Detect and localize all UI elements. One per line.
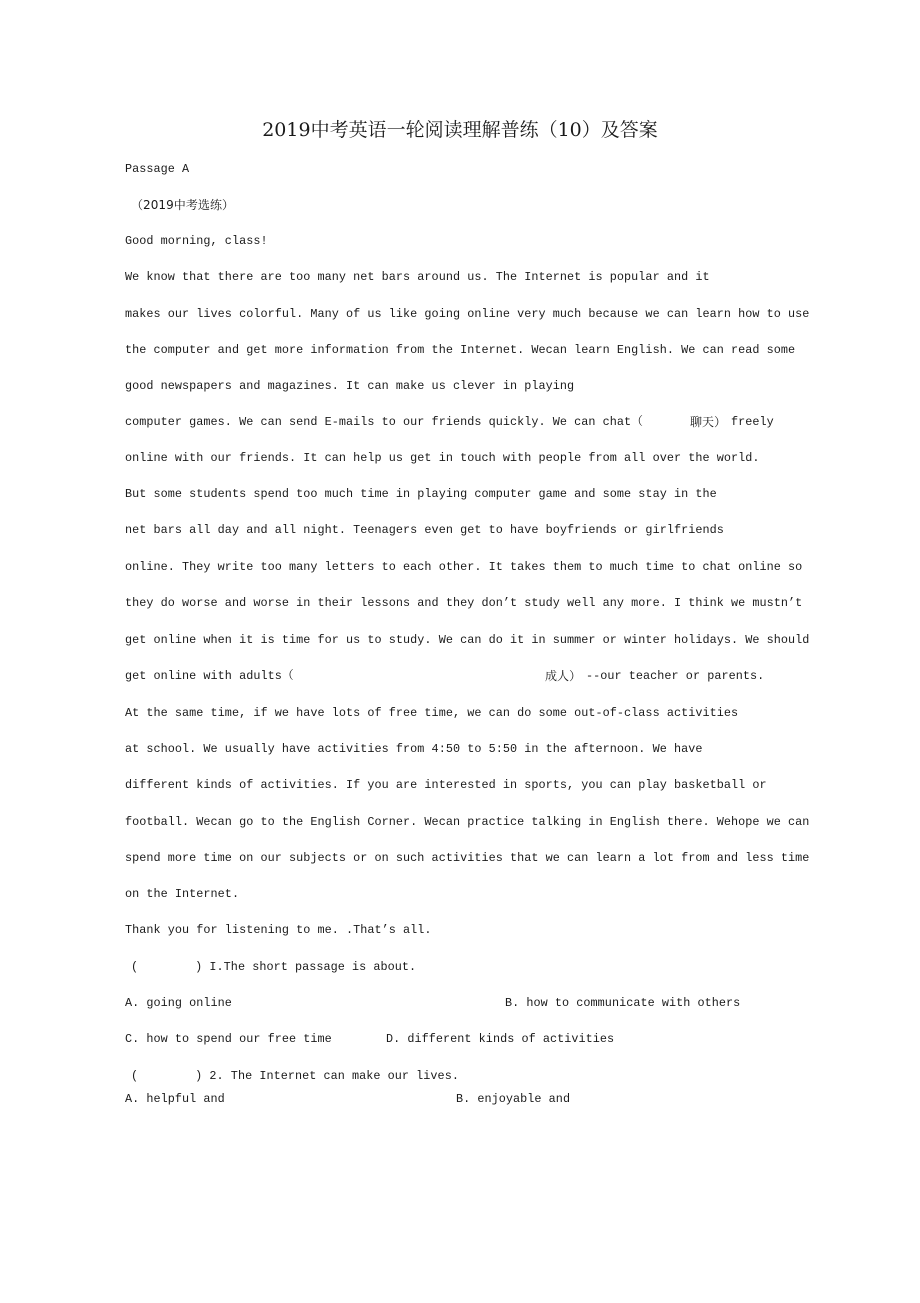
document-title: 2019中考英语一轮阅读理解普练（10）及答案 — [262, 119, 658, 141]
passage-line: Thank you for listening to me. .That’s all. — [125, 923, 432, 937]
passage-line: We know that there are too many net bars around us. The Internet is popular and it — [125, 270, 710, 284]
passage-line: get online when it is time for us to study. We can do it in summer or winter holidays. We should — [125, 633, 810, 647]
passage-line-end: freely — [731, 415, 774, 429]
gloss-adults: 成人） — [545, 669, 582, 683]
passage-line: on the Internet. — [125, 887, 240, 901]
passage-line: net bars all day and all night. Teenagers even get to have boyfriends or girlfriends — [125, 523, 724, 537]
passage-line: But some students spend too much time in playing computer game and some stay in the — [125, 487, 717, 501]
option-b: B. enjoyable and — [456, 1092, 571, 1106]
passage-line: makes our lives colorful. Many of us like going online very much because we can learn how to use — [125, 307, 810, 321]
passage-line: good newspapers and magazines. It can make us clever in playing — [125, 379, 575, 393]
passage-line: online. They write too many letters to each other. It takes them to much time to chat online so — [125, 560, 803, 574]
passage-line: Good morning, class! — [125, 234, 268, 248]
gloss-chat: 聊天） — [690, 415, 727, 429]
passage-source: （2019中考选练） — [131, 198, 235, 212]
passage-line-end: --our teacher or parents. — [586, 669, 765, 683]
option-a: A. helpful and — [125, 1092, 225, 1106]
passage-line: get online with adults（ — [125, 669, 294, 683]
option-b: B. how to communicate with others — [505, 996, 741, 1010]
passage-line: spend more time on our subjects or on such activities that we can learn a lot from and less time — [125, 851, 810, 865]
passage-line: they do worse and worse in their lessons and they don’t study well any more. I think we mustn’t — [125, 596, 803, 610]
passage-line: computer games. We can send E-mails to our friends quickly. We can chat（ — [125, 415, 644, 429]
question-stem: ( ) 2. The Internet can make our lives. — [131, 1069, 459, 1083]
passage-line: online with our friends. It can help us get in touch with people from all over the world. — [125, 451, 760, 465]
option-c: C. how to spend our free time — [125, 1032, 332, 1046]
question-stem: ( ) I.The short passage is about. — [131, 960, 417, 974]
passage-line: football. Wecan go to the English Corner. Wecan practice talking in English there. Wehope we can — [125, 815, 810, 829]
passage-line: At the same time, if we have lots of free time, we can do some out-of-class activities — [125, 706, 739, 720]
option-d: D. different kinds of activities — [386, 1032, 615, 1046]
passage-line: different kinds of activities. If you are interested in sports, you can play basketball or — [125, 778, 767, 792]
passage-label: Passage A — [125, 162, 190, 176]
passage-line: at school. We usually have activities from 4:50 to 5:50 in the afternoon. We have — [125, 742, 703, 756]
option-a: A. going online — [125, 996, 232, 1010]
passage-line: the computer and get more information from the Internet. Wecan learn English. We can read some — [125, 343, 796, 357]
